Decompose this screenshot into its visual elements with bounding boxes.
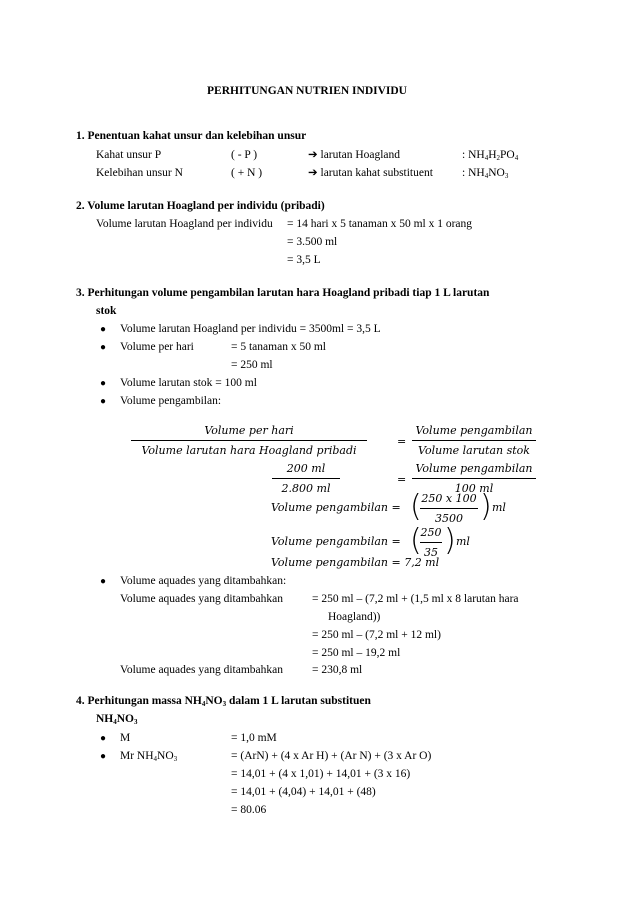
bullet-icon: ● bbox=[100, 342, 107, 353]
section-4-heading: 4. Perhitungan massa $NH_4NO_3$ dalam 1 L larutan substituen bbox=[76, 695, 371, 708]
fraction-pengambilan-100: Volume pengambilan 100 ml bbox=[412, 462, 536, 495]
bullet-icon: ● bbox=[100, 378, 107, 389]
s3-bullet2-label: Volume per hari bbox=[120, 341, 194, 353]
s4-m-value: = 1,0 mM bbox=[231, 732, 277, 744]
page-title: PERHITUNGAN NUTRIEN INDIVIDU bbox=[207, 85, 407, 97]
s3-bullet3: Volume larutan stok = 100 ml bbox=[120, 377, 257, 389]
s4-mr-line4: = 80.06 bbox=[231, 804, 267, 816]
aq-line2: = 250 ml – (7,2 ml + 12 ml) bbox=[312, 629, 441, 641]
aq-line1: = 250 ml – (7,2 ml + (1,5 ml x 8 larutan hara bbox=[312, 593, 519, 605]
right-paren-icon: ) bbox=[480, 489, 492, 524]
aq-label-2: Volume aquades yang ditambahkan bbox=[120, 664, 283, 676]
s4-mr-label: Mr $NH_4NO_3$ bbox=[120, 750, 178, 763]
vp-label-1: Volume pengambilan = bbox=[271, 501, 401, 514]
s3-bullet2-line2: = 250 ml bbox=[231, 359, 273, 371]
s3-bullet1: Volume larutan Hoagland per individu = 3500ml = 3,5 L bbox=[120, 323, 381, 335]
s1-row1-formula: : $NH_4H_2PO_4$ bbox=[462, 149, 519, 162]
section-3-heading-cont: stok bbox=[96, 305, 117, 317]
section-3-heading: 3. Perhitungan volume pengambilan larutan hara Hoagland pribadi tiap 1 L larutan bbox=[76, 287, 490, 299]
unit-ml: ml bbox=[492, 501, 506, 514]
s1-row2-col2: ( + N ) bbox=[231, 167, 263, 179]
s3-bullet4: Volume pengambilan: bbox=[120, 395, 222, 407]
fraction-250-35: 250 35 bbox=[420, 526, 442, 559]
s4-m-label: M bbox=[120, 732, 131, 744]
section-4-subheading: $NH_4NO_3$ bbox=[96, 713, 138, 726]
vp-label-2: Volume pengambilan = bbox=[271, 535, 401, 548]
aq-label-1: Volume aquades yang ditambahkan bbox=[120, 593, 283, 605]
s4-mr-line3: = 14,01 + (4,04) + 14,01 + (48) bbox=[231, 786, 376, 798]
section-1-heading: 1. Penentuan kahat unsur dan kelebihan unsur bbox=[76, 130, 307, 142]
bullet-icon: ● bbox=[100, 733, 107, 744]
s4-mr-line2: = 14,01 + (4 x 1,01) + 14,01 + (3 x 16) bbox=[231, 768, 411, 780]
s1-row2-col3: ➔ larutan kahat substituent bbox=[308, 167, 433, 179]
s2-label: Volume larutan Hoagland per individu bbox=[96, 218, 273, 230]
fraction-250x100-3500: 250 x 100 3500 bbox=[421, 492, 477, 525]
s2-line3: = 3,5 L bbox=[287, 254, 321, 266]
section-2-heading: 2. Volume larutan Hoagland per individu (pribadi) bbox=[76, 200, 325, 212]
aq-result: = 230,8 ml bbox=[312, 664, 363, 676]
left-paren-icon: ( bbox=[410, 523, 422, 558]
aq-line1-cont: Hoagland)) bbox=[328, 611, 381, 623]
s1-row1-col1: Kahat unsur P bbox=[96, 149, 162, 161]
unit-ml: ml bbox=[456, 535, 470, 548]
s2-line1: = 14 hari x 5 tanaman x 50 ml x 1 orang bbox=[287, 218, 473, 230]
right-paren-icon: ) bbox=[444, 523, 456, 558]
bullet-icon: ● bbox=[100, 576, 107, 587]
s1-row1-col2: ( - P ) bbox=[231, 149, 258, 161]
s1-row1-col3: ➔ larutan Hoagland bbox=[308, 149, 401, 161]
fraction-200-2800: 200 ml 2.800 ml bbox=[272, 462, 340, 495]
aq-line3: = 250 ml – 19,2 ml bbox=[312, 647, 401, 659]
s2-line2: = 3.500 ml bbox=[287, 236, 338, 248]
equals-sign: = bbox=[397, 473, 407, 486]
bullet-icon: ● bbox=[100, 396, 107, 407]
s3-bullet2-line1: = 5 tanaman x 50 ml bbox=[231, 341, 326, 353]
s1-row2-col1: Kelebihan unsur N bbox=[96, 167, 183, 179]
left-paren-icon: ( bbox=[410, 489, 422, 524]
fraction-volume-per-hari: Volume per hari Volume larutan hara Hoagland pribadi bbox=[131, 424, 367, 457]
bullet-icon: ● bbox=[100, 324, 107, 335]
s1-row2-formula: : $NH_4NO_3$ bbox=[462, 167, 509, 180]
bullet-icon: ● bbox=[100, 751, 107, 762]
equals-sign: = bbox=[397, 435, 407, 448]
vp-result: Volume pengambilan = 7,2 ml bbox=[271, 556, 440, 569]
s3-bullet5: Volume aquades yang ditambahkan: bbox=[120, 575, 287, 587]
fraction-volume-pengambilan-stok: Volume pengambilan Volume larutan stok bbox=[412, 424, 536, 457]
s4-mr-line1: = (ArN) + (4 x Ar H) + (Ar N) + (3 x Ar O) bbox=[231, 750, 432, 762]
